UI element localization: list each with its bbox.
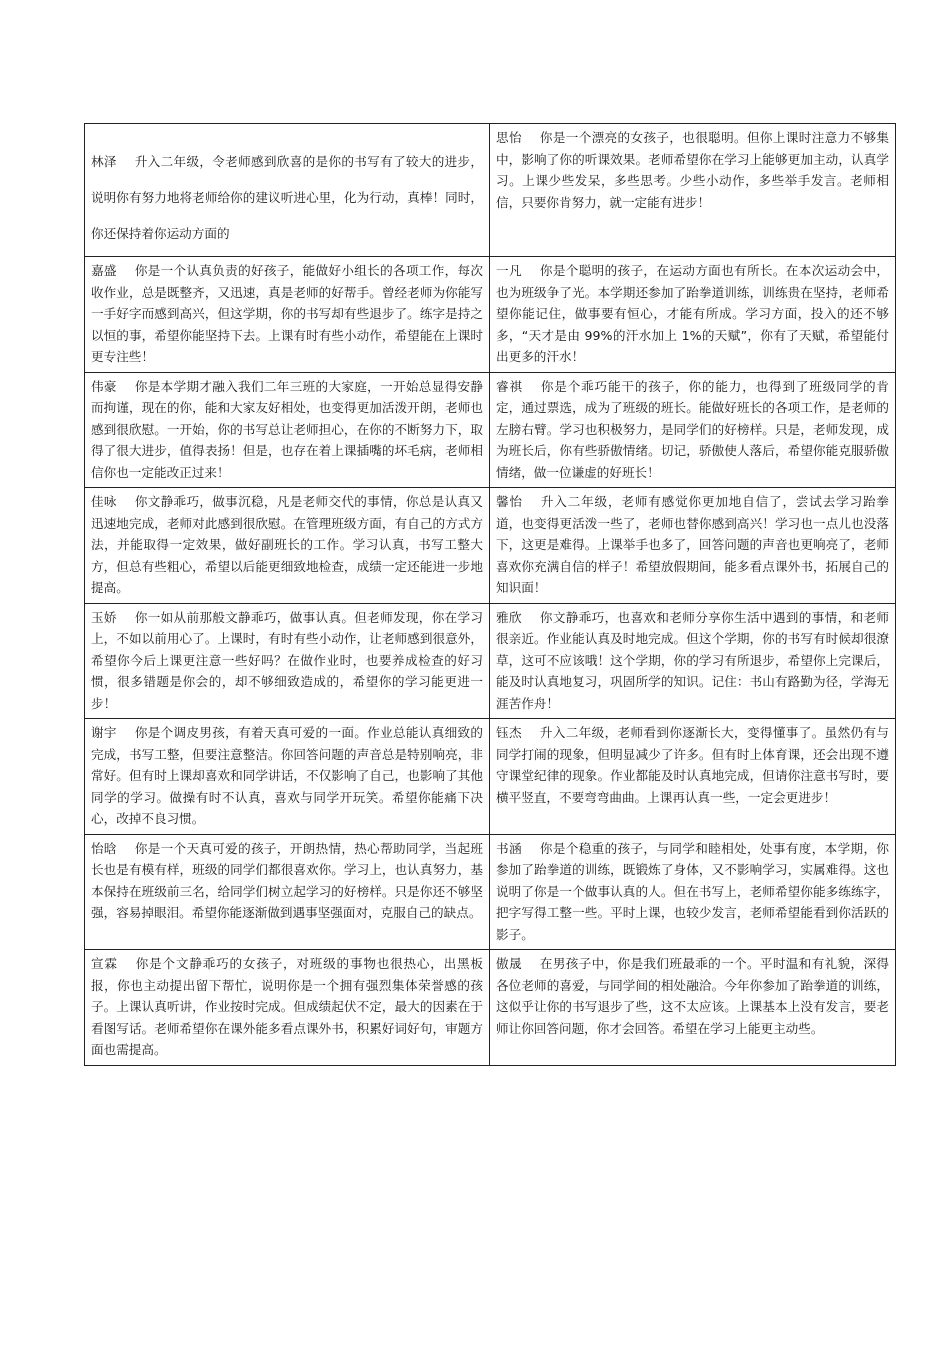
- student-name: 傲晟: [496, 956, 522, 971]
- comment-cell: [85, 834, 490, 950]
- student-name: 林泽: [91, 154, 117, 169]
- student-name: 睿祺: [496, 378, 523, 394]
- comment-text: 升入二年级，令老师感到欣喜的是你的书写有了较大的进步，说明你有努力地将老师给你的建议听进心里，化为行动，真棒！同时，你还保持着你运动方面的: [91, 154, 484, 241]
- comment-cell: [85, 257, 490, 373]
- comment-text: 你是一个天真可爱的孩子，开朗热情，热心帮助同学，当起班长也是有模有样，班级的同学们都很喜欢你。学习上，也认真努力，基本保持在班级前三名，给同学们树立起学习的好榜样。只是你还不够坚强，容易掉眼泪。希望你能逐渐做到遇事坚强面对，克服自己的缺点。: [91, 840, 484, 920]
- comment-cell: [85, 603, 490, 719]
- comments-table: [84, 123, 896, 1066]
- student-name: 伟豪: [91, 378, 117, 394]
- table-row: [85, 834, 896, 950]
- comment-text: 你是个稳重的孩子，与同学和睦相处，处事有度，本学期，你参加了跆拳道的训练，既锻炼了身体，又不影响学习，实属难得。这也说明了你是一个做事认真的人。但在书写上，老师希望你能多练练字，把字写得工整一些。平时上课，也较少发言，老师希望能看到你活跃的影子。: [496, 840, 890, 942]
- comment-text: 你是个乖巧能干的孩子，你的能力，也得到了班级同学的肯定，通过票选，成为了班级的班长。能做好班长的各项工作，是老师的左膀右臂。学习也积极努力，是同学们的好榜样。只是，老师发现，成为班长后，你有些骄傲情绪。切记，骄傲使人落后，希望你能克服骄傲情绪，做一位谦虚的好班长！: [496, 378, 890, 480]
- comment-text: 你是个文静乖巧的女孩子，对班级的事物也很热心，出黑板报，你也主动提出留下帮忙，说明你是一个拥有强烈集体荣誉感的孩子。上课认真听讲，作业按时完成。但成绩起伏不定，最大的因素在于看图写话。老师希望你在课外能多看点课外书，积累好词好句，审题方面也需提高。: [91, 956, 484, 1057]
- comment-cell: [85, 719, 490, 835]
- comment-text: 在男孩子中，你是我们班最乖的一个。平时温和有礼貌，深得各位老师的喜爱，与同学间的相处融洽。今年你参加了跆拳道的训练，这似乎让你的书写退步了些，这不太应该。上课基本上没有发言，要老师让你回答问题，你才会回答。希望在学习上能更主动些。: [496, 956, 890, 1036]
- student-name: 思怡: [496, 130, 522, 145]
- comment-cell: [490, 834, 896, 950]
- comment-text: 你是个调皮男孩，有着天真可爱的一面。作业总能认真细致的完成，书写工整，但要注意整洁。你回答问题的声音总是特别响亮，非常好。但有时上课却喜欢和同学讲话，不仅影响了自己，也影响了其他同学的学习。做操有时不认真，喜欢与同学开玩笑。希望你能痛下决心，改掉不良习惯。: [91, 725, 484, 826]
- comment-text: 你是本学期才融入我们二年三班的大家庭，一开始总显得安静而拘谨，现在的你，能和大家友好相处，也变得更加活泼开朗，老师也感到很欣慰。一开始，你的书写总让老师担心，在你的不断努力下，取得了很大进步，值得表扬！但是，也存在着上课插嘴的坏毛病，老师相信你也一定能改正过来！: [91, 378, 484, 480]
- student-name: 一凡: [496, 263, 522, 278]
- student-name: 馨怡: [496, 494, 523, 509]
- comment-cell: [490, 950, 896, 1066]
- comment-text: 你文静乖巧，也喜欢和老师分享你生活中遇到的事情，和老师很亲近。作业能认真及时地完成。但这个学期，你的书写有时候却很潦草，这可不应该哦！这个学期，你的学习有所退步，希望你上完课后，能及时认真地复习，巩固所学的知识。记住：书山有路勤为径，学海无涯苦作舟！: [496, 609, 890, 711]
- comment-cell: [490, 603, 896, 719]
- table-row: [85, 603, 896, 719]
- student-name: 雅欣: [496, 609, 522, 625]
- student-name: 嘉盛: [91, 263, 117, 278]
- comment-text: 你一如从前那般文静乖巧，做事认真。但老师发现，你在学习上，不如以前用心了。上课时，有时有些小动作，让老师感到很意外，希望你今后上课更注意一些好吗？在做作业时，也要养成检查的好习惯，很多错题是你会的，却不够细致造成的，希望你的学习能更进一步！: [91, 609, 484, 711]
- comment-cell: [85, 488, 490, 604]
- table-row: [85, 488, 896, 604]
- comment-text: 升入二年级，老师看到你逐渐长大，变得懂事了。虽然仍有与同学打闹的现象，但明显减少了许多。但有时上体育课，还会出现不遵守课堂纪律的现象。作业都能及时认真地完成，但请你注意书写时，要横平竖直，不要弯弯曲曲。上课再认真一些，一定会更进步！: [496, 725, 890, 805]
- student-name: 怡晗: [91, 840, 117, 856]
- student-name: 玉娇: [91, 609, 117, 625]
- student-name: 宣霖: [91, 956, 118, 971]
- table-row: [85, 124, 896, 257]
- comment-cell: [490, 719, 896, 835]
- comment-text: 你是一个漂亮的女孩子，也很聪明。但你上课时注意力不够集中，影响了你的听课效果。老师希望你在学习上能够更加主动，认真学习。上课少些发呆，多些思考。少些小动作，多些举手发言。老师相信，只要你肯努力，就一定能有进步！: [496, 130, 890, 210]
- comment-cell: [490, 372, 896, 488]
- table-row: [85, 719, 896, 835]
- comment-text: 你是一个认真负责的好孩子，能做好小组长的各项工作，每次收作业，总是既整齐，又迅速，真是老师的好帮手。曾经老师为你能写一手好字而感到高兴，但这学期，你的书写却有些退步了。练字是持之以恒的事，希望你能坚持下去。上课有时有些小动作，希望能在上课时更专注些！: [91, 263, 484, 364]
- student-name: 书涵: [496, 840, 522, 856]
- table-row: [85, 257, 896, 373]
- table-row: [85, 372, 896, 488]
- comment-text: 你文静乖巧，做事沉稳，凡是老师交代的事情，你总是认真又迅速地完成，老师对此感到很欣慰。在管理班级方面，有自己的方式方法，并能取得一定效果，做好副班长的工作。学习认真，书写工整大方，但总有些粗心，希望以后能更细致地检查，成绩一定还能进一步地提高。: [91, 494, 484, 595]
- student-name: 谢宇: [91, 725, 117, 740]
- table-row: [85, 950, 896, 1066]
- comment-cell: [490, 488, 896, 604]
- comment-cell: [490, 257, 896, 373]
- comment-text: 你是个聪明的孩子，在运动方面也有所长。在本次运动会中，也为班级争了光。本学期还参加了跆拳道训练，训练贵在坚持，老师希望你能记住，做事要有恒心，才能有所成。学习方面，投入的还不够多，“天才是由 99%的汗水加上 1%的天赋”，你有了天赋，希望能付出更多的汗水！: [496, 263, 890, 364]
- comment-text: 升入二年级，老师有感觉你更加地自信了，尝试去学习跆拳道，也变得更活泼一些了，老师也替你感到高兴！学习也一点儿也没落下，这更是难得。上课举手也多了，回答问题的声音也更响亮了，老师喜欢你充满自信的样子！希望放假期间，能多看点课外书，拓展自己的知识面！: [496, 494, 890, 595]
- comment-cell: [85, 372, 490, 488]
- student-name: 钰杰: [496, 725, 522, 740]
- comment-cell: [85, 124, 490, 257]
- comment-cell: [490, 124, 896, 257]
- student-name: 佳咏: [91, 494, 117, 509]
- comment-cell: [85, 950, 490, 1066]
